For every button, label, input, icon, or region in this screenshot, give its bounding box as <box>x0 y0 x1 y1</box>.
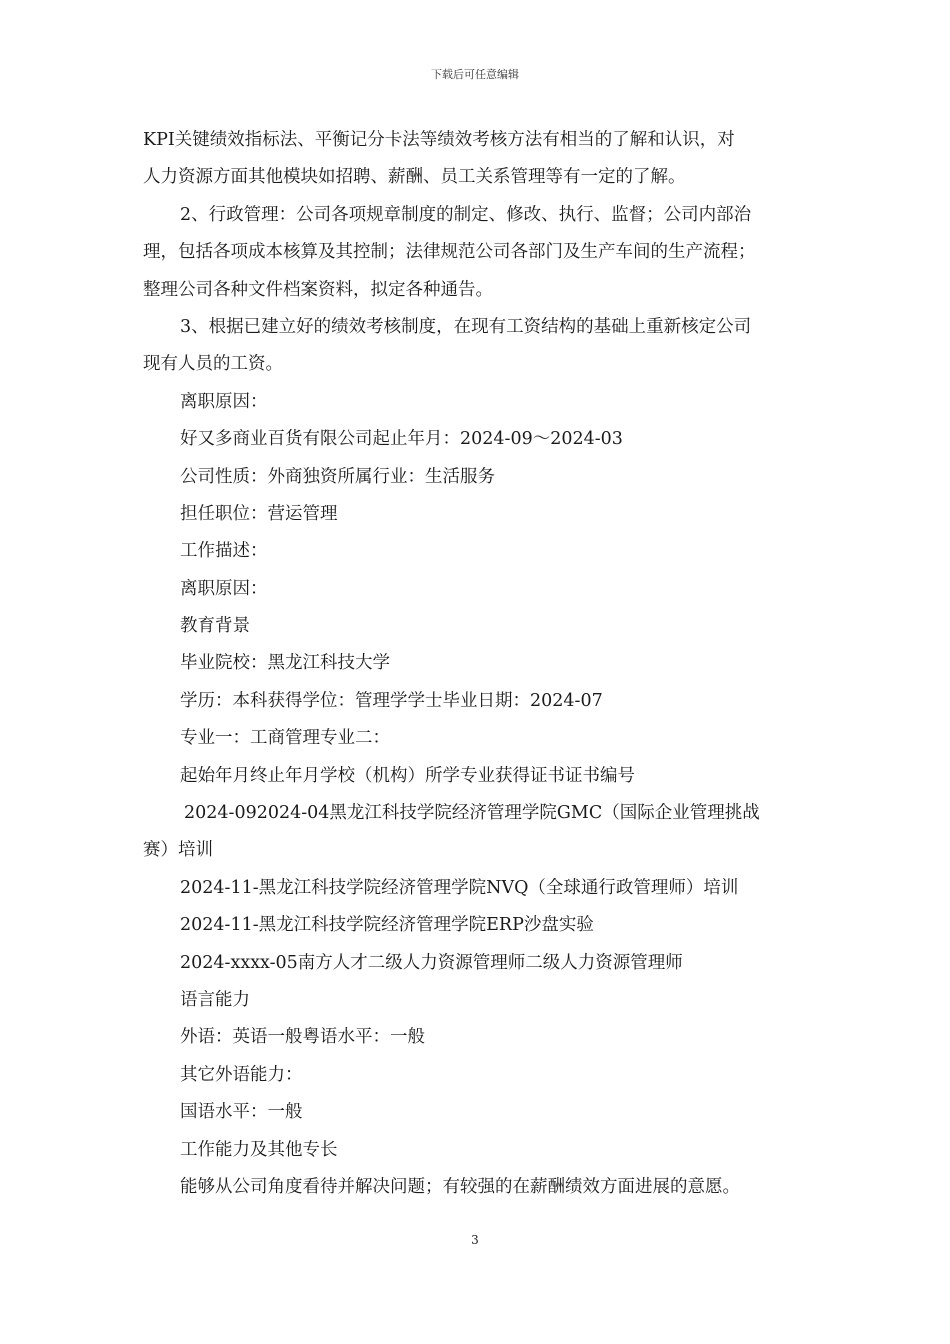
paragraph-line: 国语水平：一般 <box>180 1102 303 1123</box>
paragraph-line: 2024-11-黑龙江科技学院经济管理学院NVQ（全球通行政管理师）培训 <box>180 877 739 898</box>
paragraph-line: 外语：英语一般粤语水平：一般 <box>180 1027 425 1048</box>
paragraph-line: 公司性质：外商独资所属行业：生活服务 <box>180 466 495 487</box>
paragraph-line: 学历：本科获得学位：管理学学士毕业日期：2024-07 <box>180 690 603 711</box>
paragraph-line: 2、行政管理：公司各项规章制度的制定、修改、执行、监督；公司内部治 <box>180 204 752 225</box>
paragraph-line: 人力资源方面其他模块如招聘、薪酬、员工关系管理等有一定的了解。 <box>143 167 686 188</box>
paragraph-line: KPI关键绩效指标法、平衡记分卡法等绩效考核方法有相当的了解和认识，对 <box>143 130 735 150</box>
paragraph-line: 整理公司各种文件档案资料，拟定各种通告。 <box>143 279 493 300</box>
page-number: 3 <box>471 1233 479 1247</box>
document-body <box>143 122 819 1206</box>
page-header: 下载后可任意编辑 <box>431 68 519 81</box>
paragraph-line: 2024-092024-04黑龙江科技学院经济管理学院GMC（国际企业管理挑战 <box>184 803 760 824</box>
paragraph-line: 能够从公司角度看待并解决问题；有较强的在薪酬绩效方面进展的意愿。 <box>180 1176 740 1197</box>
section-label: 离职原因： <box>180 391 268 412</box>
paragraph-line: 其它外语能力： <box>180 1064 303 1085</box>
section-label: 离职原因： <box>180 578 268 599</box>
paragraph-line: 担任职位：营运管理 <box>180 503 338 524</box>
paragraph-line: 毕业院校：黑龙江科技大学 <box>180 653 390 674</box>
paragraph-line: 2024-11-黑龙江科技学院经济管理学院ERP沙盘实验 <box>180 915 594 936</box>
paragraph-line: 起始年月终止年月学校（机构）所学专业获得证书证书编号 <box>180 765 635 786</box>
section-heading: 教育背景 <box>180 616 250 637</box>
section-label: 工作描述： <box>180 541 268 562</box>
paragraph-line: 2024-xxxx-05南方人才二级人力资源管理师二级人力资源管理师 <box>180 952 683 973</box>
paragraph-line: 专业一：工商管理专业二： <box>180 728 390 749</box>
paragraph-line: 赛）培训 <box>143 840 213 861</box>
paragraph-line: 现有人员的工资。 <box>143 354 283 375</box>
section-heading: 语言能力 <box>180 989 250 1010</box>
section-heading: 工作能力及其他专长 <box>180 1139 338 1160</box>
paragraph-line: 好又多商业百货有限公司起止年月：2024-09～2024-03 <box>180 429 623 450</box>
paragraph-line: 理，包括各项成本核算及其控制；法律规范公司各部门及生产车间的生产流程； <box>143 242 756 263</box>
paragraph-line: 3、根据已建立好的绩效考核制度，在现有工资结构的基础上重新核定公司 <box>180 316 752 337</box>
